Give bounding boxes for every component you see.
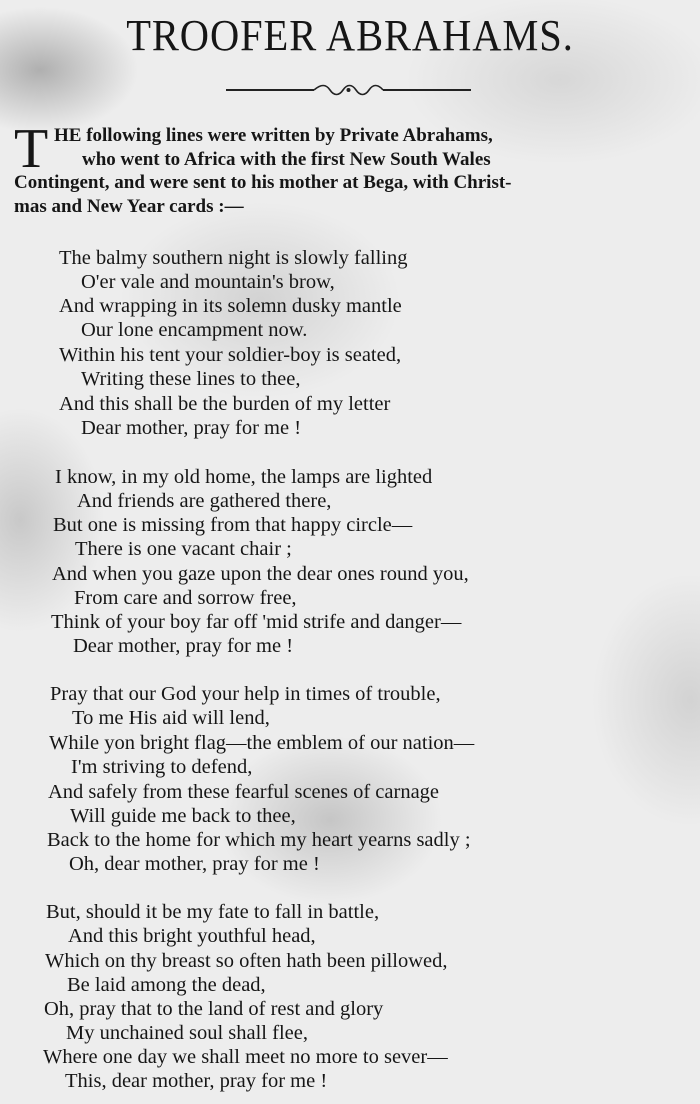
poem-line: Our lone encampment now. (81, 319, 308, 341)
poem-line: Dear mother, pray for me ! (73, 635, 294, 657)
poem-line: I'm striving to defend, (71, 756, 253, 778)
poem-line: To me His aid will lend, (72, 707, 270, 729)
title-ornament (226, 82, 471, 98)
poem-line: While yon bright flag—the emblem of our nation— (49, 732, 475, 754)
intro-line: Contingent, and were sent to his mother at Bega, with Christ- (14, 172, 512, 193)
poem-line: Think of your boy far off 'mid strife and danger— (51, 611, 462, 633)
poem-line: Will guide me back to thee, (70, 805, 296, 827)
poem-line: Oh, dear mother, pray for me ! (69, 853, 320, 875)
intro-line: who went to Africa with the first New South Wales (82, 148, 491, 170)
poem-line: This, dear mother, pray for me ! (65, 1070, 328, 1092)
poem-line: Pray that our God your help in times of trouble, (50, 683, 441, 705)
poem-line: Which on thy breast so often hath been pillowed, (45, 950, 448, 972)
page-title: TROOFER ABRAHAMS. (126, 11, 574, 60)
poem-line: I know, in my old home, the lamps are lighted (55, 466, 433, 488)
poem-line: O'er vale and mountain's brow, (81, 271, 335, 293)
poem-line: And this shall be the burden of my letter (59, 393, 391, 415)
poem-line: But, should it be my fate to fall in battle, (46, 901, 380, 923)
poem-line: Dear mother, pray for me ! (81, 417, 302, 439)
intro-dropcap: T (14, 118, 49, 180)
poem-line: Oh, pray that to the land of rest and glory (44, 998, 384, 1020)
poem-line: From care and sorrow free, (74, 587, 297, 609)
poem-line: The balmy southern night is slowly falling (59, 247, 408, 269)
poem-line: And when you gaze upon the dear ones round you, (52, 563, 469, 585)
poem-line: And this bright youthful head, (68, 925, 316, 947)
intro-line: HE following lines were written by Private Abrahams, (54, 125, 493, 146)
poem-line: My unchained soul shall flee, (66, 1022, 308, 1044)
poem-line: And safely from these fearful scenes of carnage (48, 781, 440, 803)
poem-line: Be laid among the dead, (67, 974, 266, 996)
poem-line: Back to the home for which my heart yearns sadly ; (47, 829, 471, 851)
poem-line: Where one day we shall meet no more to sever— (43, 1046, 448, 1068)
poem-line: And friends are gathered there, (77, 490, 332, 512)
poem-line: And wrapping in its solemn dusky mantle (59, 295, 402, 317)
poem-line: There is one vacant chair ; (75, 538, 292, 560)
poem-line: But one is missing from that happy circle— (53, 514, 413, 536)
intro-paragraph (14, 118, 690, 218)
poem-line: Writing these lines to thee, (81, 368, 301, 390)
poem-line: Within his tent your soldier-boy is seated, (59, 344, 402, 366)
intro-line: mas and New Year cards :— (14, 195, 244, 217)
